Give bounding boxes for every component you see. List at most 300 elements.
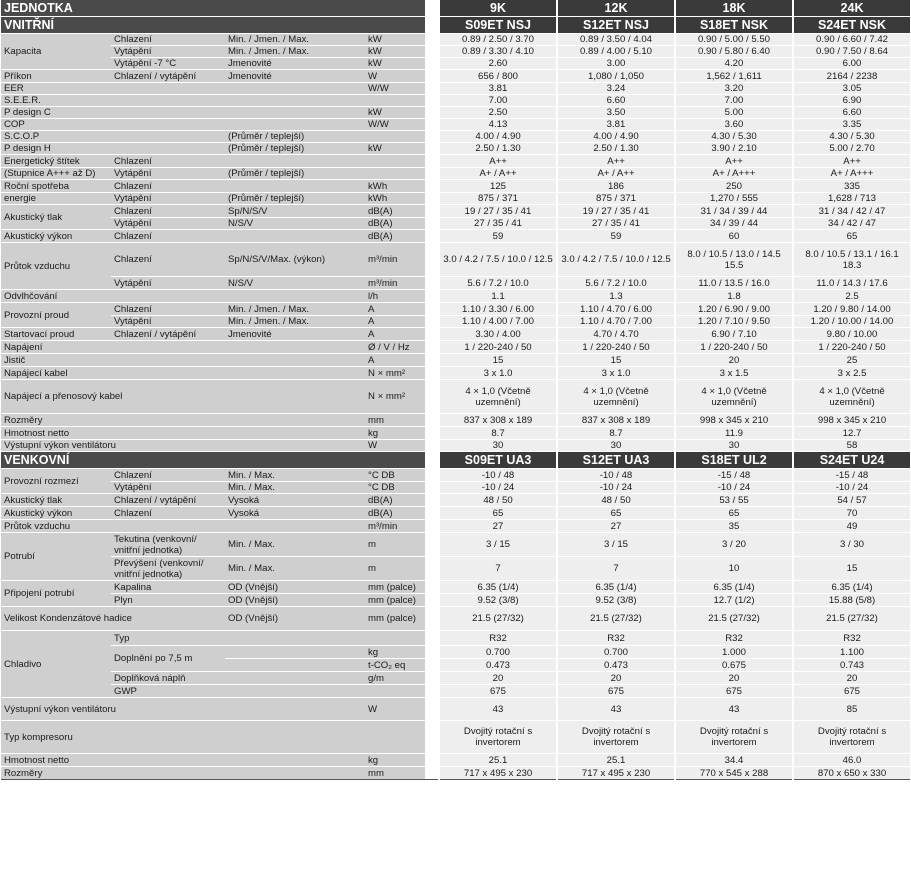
row-sub-label: Chlazení bbox=[111, 230, 225, 243]
row-unit: t-CO₂ eq bbox=[365, 659, 425, 672]
cell-value: 1.1 bbox=[439, 290, 557, 303]
model-size-18k: 18K bbox=[675, 0, 793, 17]
table-row bbox=[1, 303, 910, 316]
cell-value: 0.700 bbox=[557, 646, 675, 659]
cell-value: 35 bbox=[675, 520, 793, 533]
cell-value: A+ / A+++ bbox=[675, 168, 793, 180]
row-condition bbox=[225, 631, 365, 646]
row-unit: kg bbox=[365, 754, 425, 767]
model-size-12k: 12K bbox=[557, 0, 675, 17]
row-condition bbox=[225, 659, 365, 672]
cell-value: 43 bbox=[675, 698, 793, 721]
cell-value: 3 x 1.0 bbox=[557, 367, 675, 380]
cell-value: 85 bbox=[793, 698, 910, 721]
table-row bbox=[1, 95, 910, 107]
row-unit: m bbox=[365, 557, 425, 581]
cell-value: 6.90 / 7.10 bbox=[675, 328, 793, 341]
row-label: P design C bbox=[1, 107, 365, 119]
cell-value: 60 bbox=[675, 230, 793, 243]
cell-value: 9.52 (3/8) bbox=[557, 594, 675, 607]
row-sub-label: Vytápění bbox=[111, 218, 225, 230]
row-label: Výstupní výkon ventilátoru bbox=[1, 440, 365, 452]
cell-value: A++ bbox=[793, 155, 910, 168]
cell-value: 6.60 bbox=[793, 107, 910, 119]
cell-value: 335 bbox=[793, 180, 910, 193]
row-label: Příkon bbox=[1, 70, 111, 83]
model-name: S12ET NSJ bbox=[557, 17, 675, 34]
row-unit: kW bbox=[365, 58, 425, 70]
cell-value: 1,270 / 555 bbox=[675, 193, 793, 205]
row-unit: dB(A) bbox=[365, 205, 425, 218]
table-row bbox=[1, 469, 910, 482]
cell-value: 43 bbox=[439, 698, 557, 721]
cell-value: 1,080 / 1,050 bbox=[557, 70, 675, 83]
cell-value: 53 / 55 bbox=[675, 494, 793, 507]
cell-value: 3.00 bbox=[557, 58, 675, 70]
row-condition: Min. / Max. bbox=[225, 533, 365, 557]
cell-value: 7.00 bbox=[439, 95, 557, 107]
row-condition: Jmenovité bbox=[225, 58, 365, 70]
cell-value: 65 bbox=[675, 507, 793, 520]
row-label: Průtok vzduchu bbox=[1, 520, 365, 533]
table-row bbox=[1, 698, 910, 721]
row-unit: A bbox=[365, 303, 425, 316]
cell-value: 8.0 / 10.5 / 13.1 / 16.1 18.3 bbox=[793, 243, 910, 277]
cell-value: 6.35 (1/4) bbox=[439, 581, 557, 594]
cell-value: 7 bbox=[557, 557, 675, 581]
row-sub-label: Převýšení (venkovní/ vnitřní jednotka) bbox=[111, 557, 225, 581]
cell-value: 1 / 220-240 / 50 bbox=[557, 341, 675, 354]
row-unit: m bbox=[365, 533, 425, 557]
row-condition: OD (Vnější) bbox=[225, 581, 365, 594]
model-name: S12ET UA3 bbox=[557, 452, 675, 469]
cell-value: 7 bbox=[439, 557, 557, 581]
row-unit: mm bbox=[365, 414, 425, 427]
cell-value: 675 bbox=[675, 685, 793, 698]
cell-value: 46.0 bbox=[793, 754, 910, 767]
cell-value: -10 / 24 bbox=[557, 482, 675, 494]
cell-value: 15 bbox=[439, 354, 557, 367]
table-row bbox=[1, 119, 910, 131]
cell-value: 8.0 / 10.5 / 13.0 / 14.5 15.5 bbox=[675, 243, 793, 277]
cell-value: 6.60 bbox=[557, 95, 675, 107]
row-label: Jistič bbox=[1, 354, 365, 367]
row-unit: dB(A) bbox=[365, 230, 425, 243]
cell-value: 21.5 (27/32) bbox=[439, 607, 557, 631]
cell-value: 8.7 bbox=[439, 427, 557, 440]
row-unit: g/m bbox=[365, 672, 425, 685]
cell-value: 65 bbox=[439, 507, 557, 520]
table-row bbox=[1, 354, 910, 367]
cell-value: R32 bbox=[793, 631, 910, 646]
table-row bbox=[1, 427, 910, 440]
cell-value: 3 x 2.5 bbox=[793, 367, 910, 380]
row-sub-label: Vytápění bbox=[111, 316, 225, 328]
cell-value: 1.20 / 9.80 / 14.00 bbox=[793, 303, 910, 316]
row-unit: m³/min bbox=[365, 243, 425, 277]
cell-value: 1.20 / 10.00 / 14.00 bbox=[793, 316, 910, 328]
cell-value: 6.35 (1/4) bbox=[675, 581, 793, 594]
cell-value: Dvojitý rotační s invertorem bbox=[675, 721, 793, 754]
cell-value: 1 / 220-240 / 50 bbox=[675, 341, 793, 354]
cell-value: 186 bbox=[557, 180, 675, 193]
table-row bbox=[1, 205, 910, 218]
cell-value: 2.50 / 1.30 bbox=[439, 143, 557, 155]
cell-value: 675 bbox=[439, 685, 557, 698]
cell-value: 20 bbox=[675, 354, 793, 367]
row-unit: dB(A) bbox=[365, 507, 425, 520]
row-unit: l/h bbox=[365, 290, 425, 303]
cell-value: 11.0 / 14.3 / 17.6 bbox=[793, 277, 910, 290]
cell-value: 3.30 / 4.00 bbox=[439, 328, 557, 341]
cell-value: 5.6 / 7.2 / 10.0 bbox=[439, 277, 557, 290]
row-condition: Vysoká bbox=[225, 494, 365, 507]
row-condition bbox=[225, 646, 365, 659]
cell-value: A+ / A++ bbox=[557, 168, 675, 180]
row-sub-label: Chlazení bbox=[111, 34, 225, 46]
table-row bbox=[1, 607, 910, 631]
row-sub-label: Chlazení / vytápění bbox=[111, 328, 225, 341]
cell-value: -15 / 48 bbox=[793, 469, 910, 482]
model-name: S18ET NSK bbox=[675, 17, 793, 34]
table-row bbox=[1, 507, 910, 520]
table-row bbox=[1, 143, 910, 155]
section-title: VENKOVNÍ bbox=[1, 452, 425, 469]
cell-value: 65 bbox=[793, 230, 910, 243]
row-sub-label: Chlazení / vytápění bbox=[111, 494, 225, 507]
table-row bbox=[1, 520, 910, 533]
row-label: EER bbox=[1, 83, 365, 95]
row-sub-label: Vytápění bbox=[111, 168, 225, 180]
cell-value: R32 bbox=[557, 631, 675, 646]
cell-value: 3 / 15 bbox=[439, 533, 557, 557]
table-row bbox=[1, 380, 910, 414]
cell-value: 34 / 42 / 47 bbox=[793, 218, 910, 230]
row-condition: Vysoká bbox=[225, 507, 365, 520]
row-sub-label: Vytápění bbox=[111, 46, 225, 58]
row-label: S.E.E.R. bbox=[1, 95, 365, 107]
table-row bbox=[1, 685, 910, 698]
cell-value: 21.5 (27/32) bbox=[793, 607, 910, 631]
cell-value: 3.0 / 4.2 / 7.5 / 10.0 / 12.5 bbox=[439, 243, 557, 277]
row-label: Roční spotřeba bbox=[1, 180, 111, 193]
cell-value: 0.90 / 5.80 / 6.40 bbox=[675, 46, 793, 58]
cell-value: 1.100 bbox=[793, 646, 910, 659]
cell-value: 21.5 (27/32) bbox=[557, 607, 675, 631]
cell-value: 58 bbox=[793, 440, 910, 452]
cell-value: 4 × 1,0 (Včetně uzemnění) bbox=[675, 380, 793, 414]
row-sub-label: Vytápění bbox=[111, 193, 225, 205]
cell-value: 0.700 bbox=[439, 646, 557, 659]
table-row bbox=[1, 533, 910, 557]
cell-value: 1.3 bbox=[557, 290, 675, 303]
cell-value: A+ / A+++ bbox=[793, 168, 910, 180]
table-row bbox=[1, 754, 910, 767]
cell-value: 1.20 / 6.90 / 9.00 bbox=[675, 303, 793, 316]
cell-value: 1.000 bbox=[675, 646, 793, 659]
row-label: Průtok vzduchu bbox=[1, 243, 111, 290]
cell-value: 250 bbox=[675, 180, 793, 193]
cell-value: 717 x 495 x 230 bbox=[557, 767, 675, 780]
row-condition: OD (Vnější) bbox=[225, 607, 365, 631]
section-header-vnitrni bbox=[1, 17, 910, 34]
cell-value: 15.88 (5/8) bbox=[793, 594, 910, 607]
cell-value: 34.4 bbox=[675, 754, 793, 767]
row-condition: Min. / Jmen. / Max. bbox=[225, 34, 365, 46]
row-unit: A bbox=[365, 354, 425, 367]
row-condition: Min. / Max. bbox=[225, 482, 365, 494]
cell-value: 6.35 (1/4) bbox=[557, 581, 675, 594]
spec-body bbox=[1, 0, 910, 780]
cell-value: A+ / A++ bbox=[439, 168, 557, 180]
cell-value: -10 / 24 bbox=[439, 482, 557, 494]
cell-value: 9.52 (3/8) bbox=[439, 594, 557, 607]
cell-value: 0.90 / 5.00 / 5.50 bbox=[675, 34, 793, 46]
row-unit bbox=[365, 155, 425, 168]
cell-value: 4 × 1,0 (Včetně uzemnění) bbox=[439, 380, 557, 414]
cell-value: 30 bbox=[439, 440, 557, 452]
cell-value: 4.00 / 4.90 bbox=[439, 131, 557, 143]
cell-value: 3.81 bbox=[439, 83, 557, 95]
row-unit: m³/min bbox=[365, 277, 425, 290]
cell-value: 2.5 bbox=[793, 290, 910, 303]
cell-value: 3 x 1.5 bbox=[675, 367, 793, 380]
cell-value: 2164 / 2238 bbox=[793, 70, 910, 83]
table-row bbox=[1, 494, 910, 507]
cell-value: 48 / 50 bbox=[439, 494, 557, 507]
cell-value: 54 / 57 bbox=[793, 494, 910, 507]
cell-value: 5.00 bbox=[675, 107, 793, 119]
cell-value: 875 / 371 bbox=[439, 193, 557, 205]
row-condition: Min. / Max. bbox=[225, 469, 365, 482]
cell-value: 2.50 bbox=[439, 107, 557, 119]
row-label: Typ kompresoru bbox=[1, 721, 365, 754]
row-unit bbox=[365, 685, 425, 698]
table-row bbox=[1, 131, 910, 143]
cell-value: 5.6 / 7.2 / 10.0 bbox=[557, 277, 675, 290]
cell-value: 25.1 bbox=[439, 754, 557, 767]
row-unit: A bbox=[365, 328, 425, 341]
cell-value: 3.50 bbox=[557, 107, 675, 119]
cell-value: 0.89 / 2.50 / 3.70 bbox=[439, 34, 557, 46]
cell-value: 0.473 bbox=[439, 659, 557, 672]
table-row bbox=[1, 721, 910, 754]
cell-value: 4 × 1,0 (Včetně uzemnění) bbox=[557, 380, 675, 414]
row-unit: mm (palce) bbox=[365, 607, 425, 631]
cell-value: -10 / 48 bbox=[439, 469, 557, 482]
row-label: COP bbox=[1, 119, 365, 131]
row-sub-label: Chlazení bbox=[111, 243, 225, 277]
row-unit: kW bbox=[365, 46, 425, 58]
cell-value: 20 bbox=[439, 672, 557, 685]
cell-value: 717 x 495 x 230 bbox=[439, 767, 557, 780]
cell-value: 25.1 bbox=[557, 754, 675, 767]
cell-value: 3.90 / 2.10 bbox=[675, 143, 793, 155]
cell-value: 1.20 / 7.10 / 9.50 bbox=[675, 316, 793, 328]
row-unit: °C DB bbox=[365, 469, 425, 482]
cell-value: -10 / 24 bbox=[675, 482, 793, 494]
row-label: Hmotnost netto bbox=[1, 427, 365, 440]
cell-value: 15 bbox=[557, 354, 675, 367]
cell-value: 870 x 650 x 330 bbox=[793, 767, 910, 780]
cell-value: 1.10 / 4.70 / 6.00 bbox=[557, 303, 675, 316]
cell-value: 1.10 / 4.70 / 7.00 bbox=[557, 316, 675, 328]
table-row bbox=[1, 34, 910, 46]
cell-value: 3.0 / 4.2 / 7.5 / 10.0 / 12.5 bbox=[557, 243, 675, 277]
cell-value: 20 bbox=[557, 672, 675, 685]
table-row bbox=[1, 414, 910, 427]
cell-value: 4.30 / 5.30 bbox=[675, 131, 793, 143]
cell-value: 49 bbox=[793, 520, 910, 533]
row-unit: °C DB bbox=[365, 482, 425, 494]
row-label: Akustický výkon bbox=[1, 230, 111, 243]
row-label: Rozměry bbox=[1, 414, 365, 427]
table-row bbox=[1, 581, 910, 594]
cell-value: 12.7 (1/2) bbox=[675, 594, 793, 607]
row-label: (Stupnice A+++ až D) bbox=[1, 168, 111, 180]
cell-value: 8.7 bbox=[557, 427, 675, 440]
row-unit: kg bbox=[365, 646, 425, 659]
cell-value: 15 bbox=[793, 557, 910, 581]
table-row bbox=[1, 316, 910, 328]
cell-value: 770 x 545 x 288 bbox=[675, 767, 793, 780]
cell-value: 5.00 / 2.70 bbox=[793, 143, 910, 155]
row-condition: Sp/N/S/V bbox=[225, 205, 365, 218]
model-name: S24ET U24 bbox=[793, 452, 910, 469]
row-condition bbox=[225, 685, 365, 698]
row-label: Hmotnost netto bbox=[1, 754, 365, 767]
cell-value: 25 bbox=[793, 354, 910, 367]
cell-value: 3.60 bbox=[675, 119, 793, 131]
model-name: S09ET NSJ bbox=[439, 17, 557, 34]
row-unit bbox=[365, 631, 425, 646]
row-unit: W bbox=[365, 698, 425, 721]
cell-value: 0.89 / 3.30 / 4.10 bbox=[439, 46, 557, 58]
row-unit: dB(A) bbox=[365, 218, 425, 230]
row-sub-label: Chlazení bbox=[111, 469, 225, 482]
row-condition: N/S/V bbox=[225, 277, 365, 290]
table-row bbox=[1, 243, 910, 277]
cell-value: 59 bbox=[439, 230, 557, 243]
cell-value: 4.13 bbox=[439, 119, 557, 131]
cell-value: -10 / 24 bbox=[793, 482, 910, 494]
cell-value: 4.20 bbox=[675, 58, 793, 70]
row-unit: W/W bbox=[365, 119, 425, 131]
cell-value: 3.05 bbox=[793, 83, 910, 95]
row-sub-label: Tekutina (venkovní/ vnitřní jednotka) bbox=[111, 533, 225, 557]
cell-value: A++ bbox=[557, 155, 675, 168]
cell-value: 31 / 34 / 42 / 47 bbox=[793, 205, 910, 218]
row-sub-label: Vytápění bbox=[111, 482, 225, 494]
row-condition: Min. / Jmen. / Max. bbox=[225, 303, 365, 316]
cell-value: 875 / 371 bbox=[557, 193, 675, 205]
cell-value: 3 / 15 bbox=[557, 533, 675, 557]
cell-value: 4.00 / 4.90 bbox=[557, 131, 675, 143]
cell-value: 30 bbox=[675, 440, 793, 452]
cell-value: 0.90 / 6.60 / 7.42 bbox=[793, 34, 910, 46]
row-unit: kWh bbox=[365, 193, 425, 205]
row-label: Napájecí a přenosový kabel bbox=[1, 380, 365, 414]
cell-value: 837 x 308 x 189 bbox=[557, 414, 675, 427]
row-condition bbox=[225, 672, 365, 685]
row-unit: mm bbox=[365, 767, 425, 780]
cell-value: R32 bbox=[675, 631, 793, 646]
row-label: Velikost Kondenzátové hadice bbox=[1, 607, 225, 631]
table-row bbox=[1, 193, 910, 205]
row-unit: kW bbox=[365, 107, 425, 119]
table-title: JEDNOTKA bbox=[1, 0, 425, 17]
row-condition: (Průměr / teplejší) bbox=[225, 143, 365, 155]
table-row bbox=[1, 557, 910, 581]
row-unit: kW bbox=[365, 143, 425, 155]
cell-value: 0.675 bbox=[675, 659, 793, 672]
table-row bbox=[1, 341, 910, 354]
section-title: VNITŘNÍ bbox=[1, 17, 425, 34]
cell-value: 1 / 220-240 / 50 bbox=[439, 341, 557, 354]
table-row bbox=[1, 328, 910, 341]
table-row bbox=[1, 46, 910, 58]
cell-value: 2.50 / 1.30 bbox=[557, 143, 675, 155]
cell-value: 4.30 / 5.30 bbox=[793, 131, 910, 143]
cell-value: 6.90 bbox=[793, 95, 910, 107]
cell-value: A++ bbox=[439, 155, 557, 168]
cell-value: Dvojitý rotační s invertorem bbox=[439, 721, 557, 754]
row-sub-label: Chlazení bbox=[111, 155, 225, 168]
model-name: S09ET UA3 bbox=[439, 452, 557, 469]
cell-value: 6.00 bbox=[793, 58, 910, 70]
row-unit bbox=[365, 721, 425, 754]
row-sub-label: Plyn bbox=[111, 594, 225, 607]
cell-value: 6.35 (1/4) bbox=[793, 581, 910, 594]
cell-value: R32 bbox=[439, 631, 557, 646]
row-label: Chladivo bbox=[1, 631, 111, 698]
cell-value: 0.89 / 3.50 / 4.04 bbox=[557, 34, 675, 46]
cell-value: -10 / 48 bbox=[557, 469, 675, 482]
cell-value: 656 / 800 bbox=[439, 70, 557, 83]
cell-value: 3.35 bbox=[793, 119, 910, 131]
cell-value: 3.20 bbox=[675, 83, 793, 95]
row-unit: m³/min bbox=[365, 520, 425, 533]
cell-value: Dvojitý rotační s invertorem bbox=[793, 721, 910, 754]
table-row bbox=[1, 218, 910, 230]
row-label: Akustický tlak bbox=[1, 494, 111, 507]
cell-value: 11.9 bbox=[675, 427, 793, 440]
row-unit bbox=[365, 168, 425, 180]
row-sub-label: Chlazení / vytápění bbox=[111, 70, 225, 83]
row-label: Odvlhčování bbox=[1, 290, 365, 303]
row-label: S.C.O.P bbox=[1, 131, 225, 143]
cell-value: 0.90 / 7.50 / 8.64 bbox=[793, 46, 910, 58]
row-sub-label: Kapalina bbox=[111, 581, 225, 594]
cell-value: 20 bbox=[793, 672, 910, 685]
row-unit bbox=[365, 131, 425, 143]
row-sub-label: Chlazení bbox=[111, 507, 225, 520]
row-condition: (Průměr / teplejší) bbox=[225, 168, 365, 180]
row-label: Rozměry bbox=[1, 767, 365, 780]
row-unit: kg bbox=[365, 427, 425, 440]
table-row bbox=[1, 107, 910, 119]
cell-value: 3.81 bbox=[557, 119, 675, 131]
cell-value: A++ bbox=[675, 155, 793, 168]
cell-value: 1 / 220-240 / 50 bbox=[793, 341, 910, 354]
cell-value: 27 / 35 / 41 bbox=[557, 218, 675, 230]
table-row bbox=[1, 594, 910, 607]
row-label: Připojení potrubí bbox=[1, 581, 111, 607]
row-label: Potrubí bbox=[1, 533, 111, 581]
cell-value: 1.10 / 3.30 / 6.00 bbox=[439, 303, 557, 316]
cell-value: 27 / 35 / 41 bbox=[439, 218, 557, 230]
row-sub-label: Chlazení bbox=[111, 205, 225, 218]
